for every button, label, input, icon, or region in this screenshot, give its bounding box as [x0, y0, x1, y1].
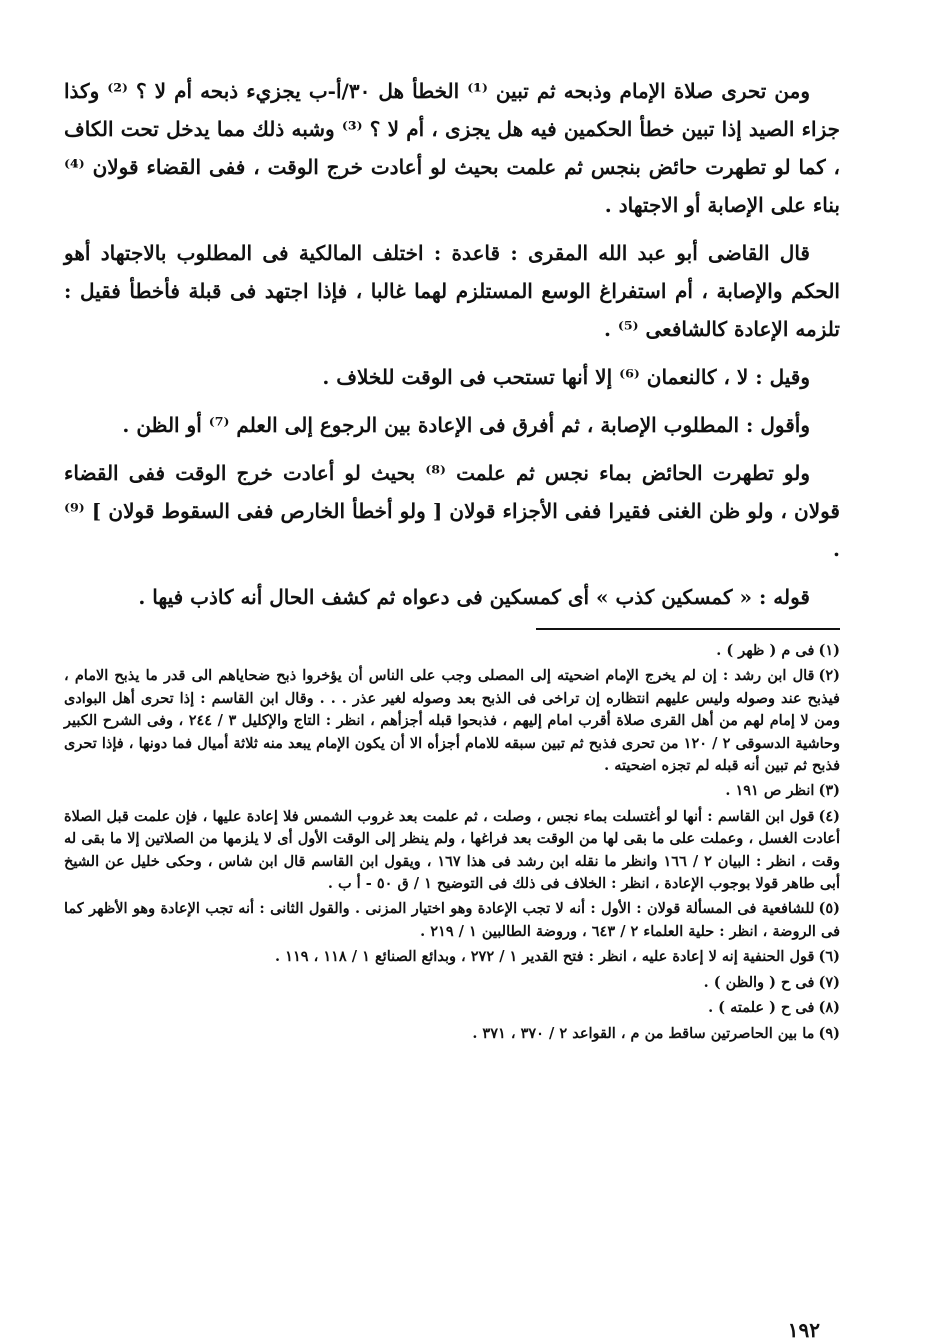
footnotes: [64, 640, 840, 1045]
footnote-number: (٩): [818, 1024, 840, 1042]
footnote-text: قال ابن رشد : إن لم يخرج الإمام اضحيته إلى المصلى وجب على الناس أن يؤخروا ذبح ضحاياهم الى قدر ما يذبح الامام ، فيذبح عند وصوله وليس عليهم انتظاره إن تراخى فى الذبح بعد وصوله لغير عذر . . . وقال ابن القاسم : إذا تحرى أهل البوادى ومن لا إمام لهم من أهل القرى صلاة أقرب امام إليهم ، فذبحوا قبله أجزأهم ، انظر : التاج والإكليل ٣ / ٢٤٤ ، وفى الشرح الكبير وحاشية الدسوقى ٢ / ١٢٠ من تحرى فذبح ثم تبين سبقه للامام أجزأه الا أن يكون الإمام يبعد منه ثلاثة أميال فما دونها ، فإذا تحرى فذبح ثم تبين أنه قبله لم تجزه اضحيته .: [64, 667, 840, 775]
footnote-number: (٢): [818, 667, 840, 685]
footnote-5: [64, 898, 840, 943]
footnote-6: [64, 946, 840, 968]
paragraph-5: ولو تطهرت الحائض بماء نجس ثم علمت ⁽⁸⁾ بحيث لو أعادت خرج الوقت ففى القضاء قولان ، ولو ظن الغنى فقيرا ففى الأجزاء قولان [ ولو أخطأ الخارص ففى السقوط قولان ] ⁽⁹⁾ .: [64, 461, 840, 561]
footnote-separator: [536, 628, 840, 630]
paragraph-3: وقيل : لا ، كالنعمان ⁽⁶⁾ إلا أنها تستحب فى الوقت للخلاف .: [322, 365, 810, 389]
paragraph-2: قال القاضى أبو عبد الله المقرى : قاعدة : اختلف المالكية فى المطلوب بالاجتهاد أهو الحكم والإصابة ، أم استفراغ الوسع المستلزم لهما غالبا ، فإذا اجتهد فى قبلة فأخطأ فقيل : تلزمه الإعادة كالشافعى ⁽⁵⁾ .: [64, 241, 840, 341]
footnote-1: [64, 640, 840, 662]
footnote-9: [64, 1023, 840, 1045]
footnote-number: (٦): [818, 948, 840, 966]
footnote-8: [64, 997, 840, 1019]
paragraph-1: ومن تحرى صلاة الإمام وذبحه ثم تبين ⁽¹⁾ الخطأ هل ٣٠/أ-ب يجزيء ذبحه أم لا ؟ ⁽²⁾ وكذا جزاء الصيد إذا تبين خطأ الحكمين فيه هل يجزى ، أم لا ؟ ⁽³⁾ وشبه ذلك مما يدخل تحت الكاف ، كما لو تطهرت حائض بنجس ثم علمت بحيث لو أعادت خرج الوقت ، ففى القضاء قولان ⁽⁴⁾ بناء على الإصابة أو الاجتهاد .: [64, 79, 841, 217]
footnote-number: (١): [818, 642, 840, 659]
paragraph-4: وأقول : المطلوب الإصابة ، ثم أفرق فى الإعادة بين الرجوع إلى العلم ⁽⁷⁾ أو الظن .: [122, 413, 810, 437]
footnote-text: قول الحنفية إنه لا إعادة عليه ، انظر : فتح القدير ١ / ٢٧٢ ، وبدائع الصنائع ١ / ١١٨ ، ١١٩ .: [275, 948, 815, 966]
footnote-text: للشافعية فى المسألة قولان : الأول : أنه لا تجب الإعادة وهو اختيار المزنى . والقول الثانى : أنه تجب الإعادة وهو الأظهر كما فى الروضة ، انظر : حلية العلماء ٢ / ٦٤٣ ، وروضة الطالبين ١ / ٢١٩ .: [64, 900, 840, 940]
footnote-text: انظر ص ١٩١ .: [725, 782, 815, 800]
footnote-text: فى ح ( والظن ) .: [703, 973, 815, 991]
footnote-text: قول ابن القاسم : أنها لو أغتسلت بماء نجس ، وصلت ، ثم علمت بعد غروب الشمس فلا إعادة عليها ، فإن علمت قبل الصلاة أعادت الغسل ، وعملت على ما بقى لها من الوقت بعد فراغها ، ولم ينظر إلى الوقت الأول أى لا يلزمها من الصلاتين إلا ما بقى له وقت ، انظر : البيان ٢ / ١٦٦ وانظر ما نقله ابن رشد فى هذا ١٦٧ ، ويقول ابن القاسم قال ابن شاس ، وحكى خليل عن الشيخ أبى طاهر قولا بوجوب الإعادة ، انظر : الخلاف فى ذلك فى التوضيح ١ / ق ٥٠ - أ ب .: [64, 807, 840, 893]
footnote-number: (٣): [818, 782, 840, 800]
page-number: ١٩٢: [787, 1318, 820, 1342]
footnote-4: [64, 806, 840, 896]
footnote-3: [64, 780, 840, 802]
footnote-7: [64, 972, 840, 994]
document-page: [64, 72, 841, 1342]
footnote-text: ما بين الحاصرتين ساقط من م ، القواعد ٢ / ٣٧٠ ، ٣٧١ .: [472, 1024, 815, 1042]
footnote-number: (٧): [818, 973, 840, 991]
footnote-number: (٥): [818, 900, 840, 918]
footnote-number: (٨): [818, 999, 840, 1017]
footnote-text: فى م ( ظهر ) .: [716, 642, 815, 659]
main-text: [64, 72, 840, 616]
footnote-2: [64, 665, 840, 777]
footnote-number: (٤): [818, 807, 840, 825]
paragraph-6: قوله : « كمسكين كذب » أى كمسكين فى دعواه ثم كشف الحال أنه كاذب فيها .: [138, 585, 810, 609]
footnote-text: فى ح ( علمته ) .: [708, 999, 815, 1017]
